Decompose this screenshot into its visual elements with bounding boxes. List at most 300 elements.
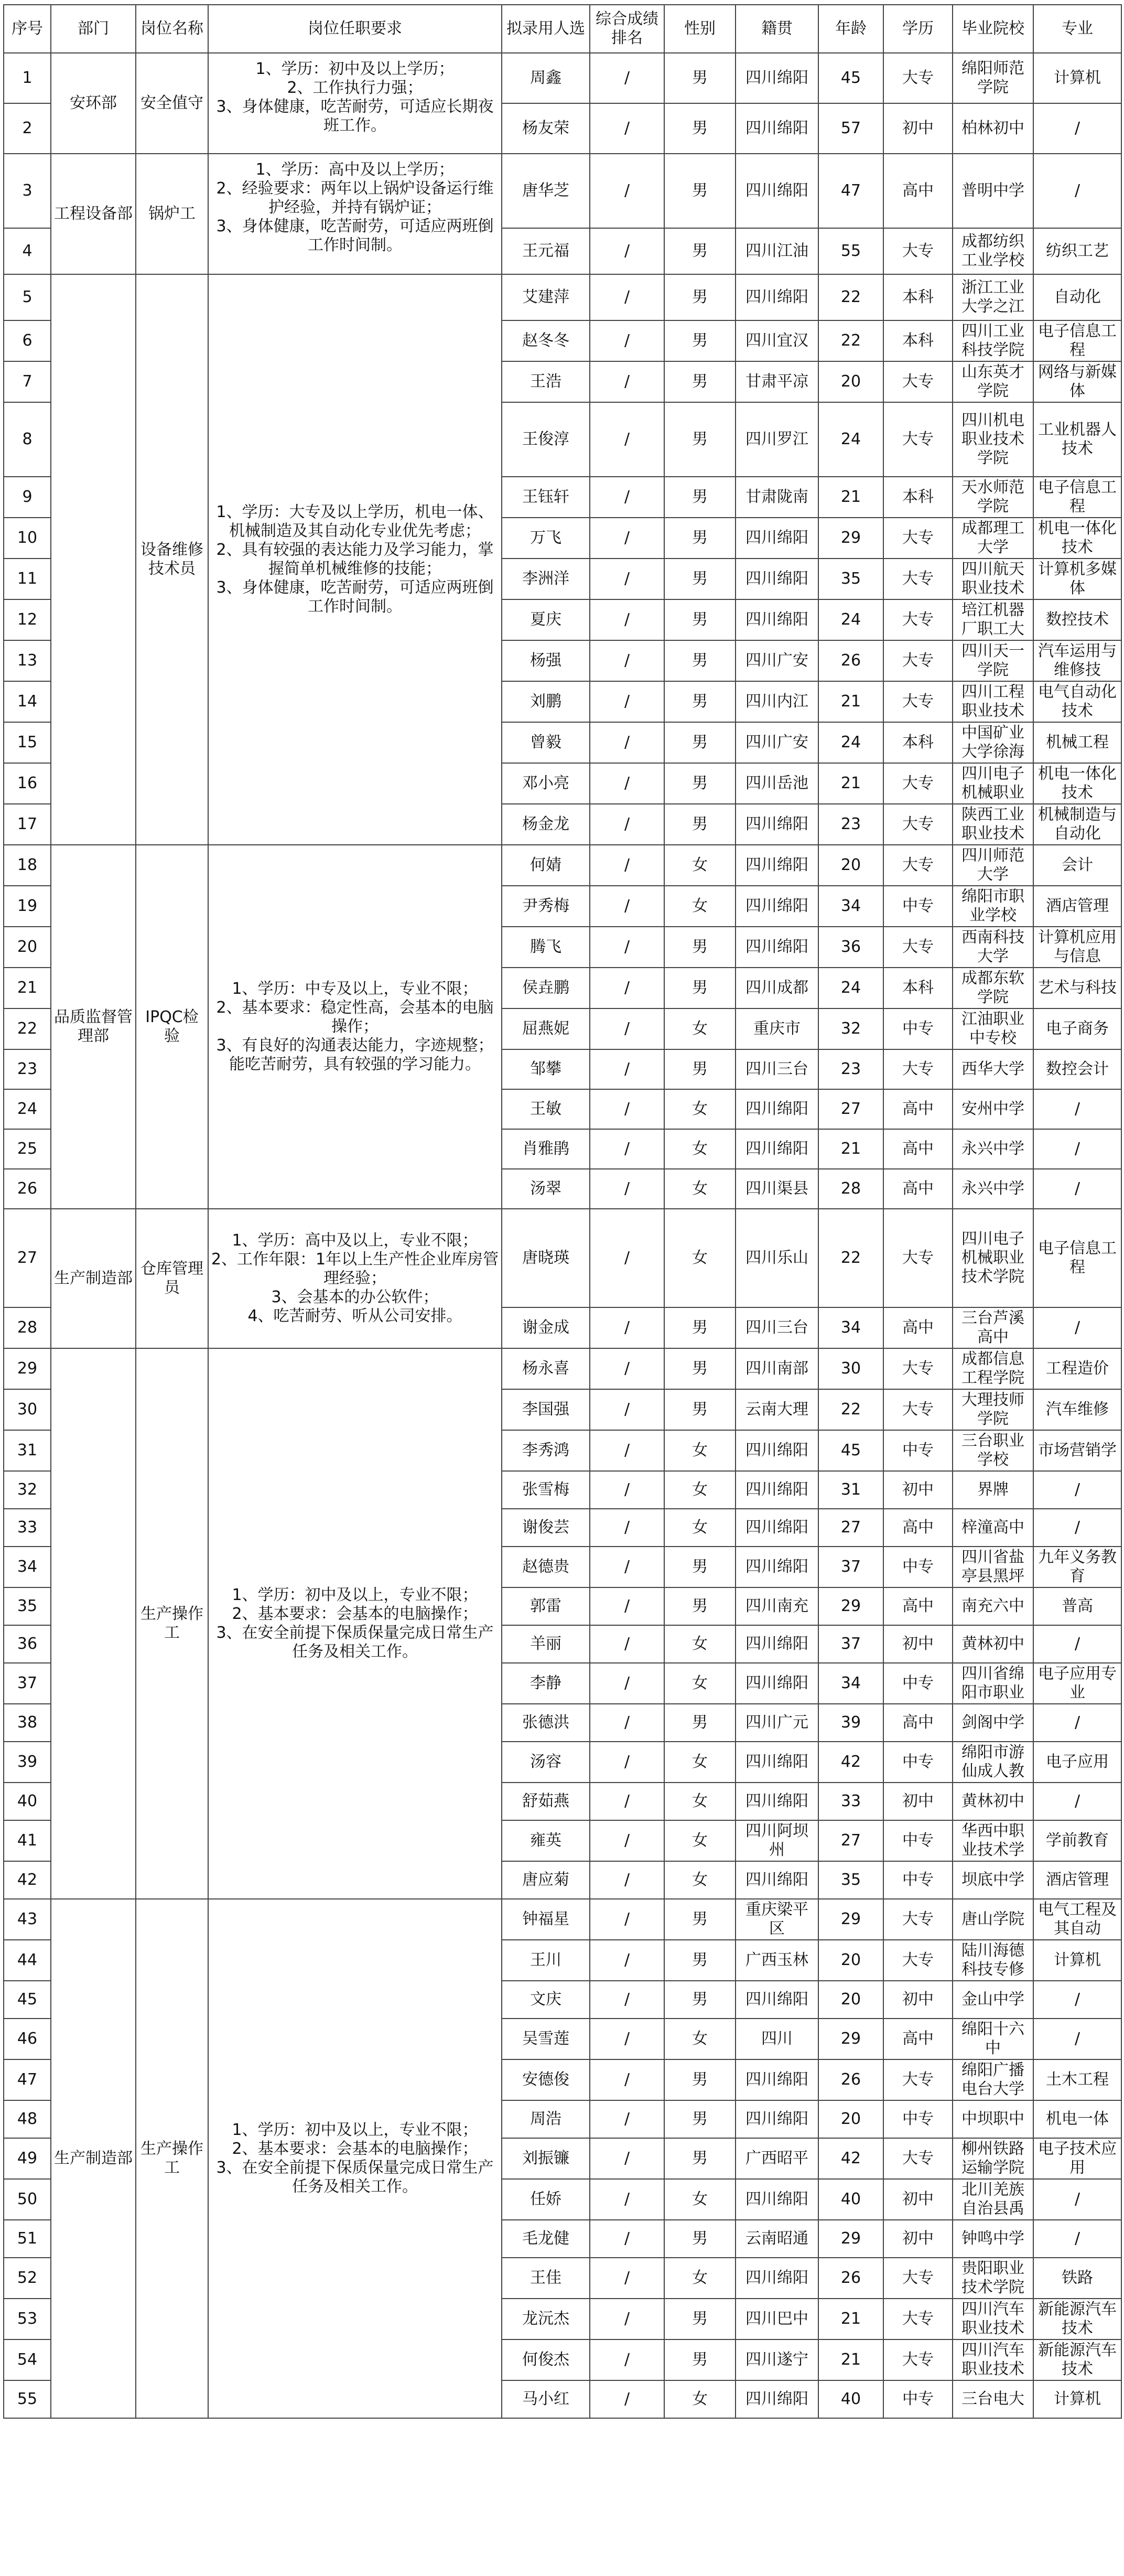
cell-rank: /: [590, 886, 664, 927]
cell-no: 3: [4, 154, 51, 228]
cell-candidate: 龙沅杰: [502, 2299, 590, 2339]
cell-rank: /: [590, 1861, 664, 1899]
cell-sex: 男: [664, 53, 736, 103]
cell-education: 本科: [883, 722, 953, 763]
cell-major: /: [1033, 2220, 1121, 2258]
cell-origin: 四川罗江: [736, 402, 818, 477]
cell-sex: 女: [664, 1820, 736, 1861]
cell-age: 29: [818, 2220, 883, 2258]
cell-rank: /: [590, 2299, 664, 2339]
cell-major: 电气自动化技术: [1033, 681, 1121, 722]
cell-no: 16: [4, 763, 51, 804]
cell-age: 22: [818, 1389, 883, 1430]
cell-position: 生产操作工: [136, 1348, 208, 1899]
cell-age: 29: [818, 2019, 883, 2059]
cell-rank: /: [590, 722, 664, 763]
cell-age: 42: [818, 1742, 883, 1783]
cell-education: 大专: [883, 361, 953, 402]
cell-major: 工业机器人技术: [1033, 402, 1121, 477]
cell-school: 四川机电职业技术学院: [953, 402, 1033, 477]
cell-major: 酒店管理: [1033, 1861, 1121, 1899]
cell-no: 11: [4, 559, 51, 599]
cell-sex: 男: [664, 1899, 736, 1940]
cell-rank: /: [590, 2059, 664, 2100]
cell-sex: 男: [664, 320, 736, 361]
cell-age: 57: [818, 103, 883, 154]
cell-candidate: 王俊淳: [502, 402, 590, 477]
cell-sex: 女: [664, 1129, 736, 1169]
cell-major: 电子信息工程: [1033, 320, 1121, 361]
cell-requirements: 1、学历：高中及以上学历； 2、经验要求：两年以上锅炉设备运行维护经验，并持有锅炉证； 3、身体健康，吃苦耐劳，可适应两班倒工作时间制。: [208, 154, 502, 274]
cell-sex: 男: [664, 968, 736, 1008]
cell-requirements: 1、学历：中专及以上，专业不限； 2、基本要求：稳定性高，会基本的电脑操作； 3、有良好的沟通表达能力，字迹规整；能吃苦耐劳，具有较强的学习能力。: [208, 845, 502, 1209]
cell-origin: 四川绵阳: [736, 2100, 818, 2138]
cell-no: 22: [4, 1008, 51, 1049]
cell-school: 成都信息工程学院: [953, 1348, 1033, 1389]
cell-rank: /: [590, 1663, 664, 1704]
cell-rank: /: [590, 1899, 664, 1940]
cell-origin: 四川绵阳: [736, 1129, 818, 1169]
cell-origin: 四川遂宁: [736, 2339, 818, 2380]
cell-rank: /: [590, 927, 664, 968]
header-dept: 部门: [51, 5, 136, 53]
cell-school: 中坝职中: [953, 2100, 1033, 2138]
cell-age: 29: [818, 1899, 883, 1940]
cell-sex: 男: [664, 2299, 736, 2339]
cell-major: 新能源汽车技术: [1033, 2299, 1121, 2339]
cell-major: 计算机: [1033, 53, 1121, 103]
cell-major: /: [1033, 1981, 1121, 2019]
cell-origin: 四川渠县: [736, 1169, 818, 1209]
cell-major: 电子商务: [1033, 1008, 1121, 1049]
cell-school: 成都理工大学: [953, 518, 1033, 559]
cell-rank: /: [590, 477, 664, 518]
cell-sex: 女: [664, 2380, 736, 2418]
cell-school: 中国矿业大学徐海: [953, 722, 1033, 763]
cell-major: 九年义务教育: [1033, 1547, 1121, 1587]
header-requirements: 岗位任职要求: [208, 5, 502, 53]
cell-no: 44: [4, 1940, 51, 1981]
cell-major: 会计: [1033, 845, 1121, 886]
cell-sex: 女: [664, 1430, 736, 1471]
cell-no: 41: [4, 1820, 51, 1861]
cell-candidate: 唐华芝: [502, 154, 590, 228]
cell-rank: /: [590, 103, 664, 154]
cell-no: 45: [4, 1981, 51, 2019]
cell-school: 四川师范大学: [953, 845, 1033, 886]
cell-education: 初中: [883, 1981, 953, 2019]
cell-candidate: 赵冬冬: [502, 320, 590, 361]
cell-school: 西南科技大学: [953, 927, 1033, 968]
cell-age: 34: [818, 886, 883, 927]
cell-rank: /: [590, 53, 664, 103]
cell-origin: 广西昭平: [736, 2138, 818, 2179]
cell-age: 37: [818, 1625, 883, 1663]
cell-origin: 四川绵阳: [736, 1981, 818, 2019]
cell-no: 29: [4, 1348, 51, 1389]
cell-candidate: 何俊杰: [502, 2339, 590, 2380]
cell-age: 37: [818, 1547, 883, 1587]
cell-rank: /: [590, 1742, 664, 1783]
cell-sex: 男: [664, 2138, 736, 2179]
cell-rank: /: [590, 228, 664, 274]
cell-sex: 男: [664, 1981, 736, 2019]
cell-major: 艺术与科技: [1033, 968, 1121, 1008]
cell-age: 31: [818, 1471, 883, 1509]
cell-school: 绵阳市游仙成人教: [953, 1742, 1033, 1783]
cell-sex: 女: [664, 1089, 736, 1129]
cell-education: 初中: [883, 103, 953, 154]
cell-school: 柏林初中: [953, 103, 1033, 154]
cell-education: 大专: [883, 1209, 953, 1307]
cell-no: 17: [4, 804, 51, 845]
cell-school: 四川电子机械职业技术学院: [953, 1209, 1033, 1307]
cell-major: /: [1033, 1129, 1121, 1169]
cell-sex: 男: [664, 103, 736, 154]
cell-school: 安州中学: [953, 1089, 1033, 1129]
cell-school: 陕西工业职业技术: [953, 804, 1033, 845]
cell-rank: /: [590, 402, 664, 477]
cell-origin: 四川绵阳: [736, 1742, 818, 1783]
cell-sex: 男: [664, 1587, 736, 1625]
cell-school: 黄林初中: [953, 1625, 1033, 1663]
cell-rank: /: [590, 2179, 664, 2220]
header-major: 专业: [1033, 5, 1121, 53]
cell-education: 大专: [883, 927, 953, 968]
cell-candidate: 羊丽: [502, 1625, 590, 1663]
cell-school: 绵阳师范学院: [953, 53, 1033, 103]
cell-rank: /: [590, 1049, 664, 1089]
cell-position: 安全值守: [136, 53, 208, 154]
cell-origin: 四川绵阳: [736, 845, 818, 886]
cell-position: 仓库管理员: [136, 1209, 208, 1348]
cell-education: 中专: [883, 2380, 953, 2418]
candidate-table: [3, 4, 1122, 2419]
cell-origin: 四川广安: [736, 640, 818, 681]
cell-origin: 四川广元: [736, 1704, 818, 1742]
cell-major: 学前教育: [1033, 1820, 1121, 1861]
cell-sex: 男: [664, 402, 736, 477]
cell-education: 高中: [883, 1704, 953, 1742]
cell-age: 23: [818, 804, 883, 845]
cell-education: 中专: [883, 1742, 953, 1783]
cell-sex: 男: [664, 2339, 736, 2380]
cell-education: 中专: [883, 1430, 953, 1471]
cell-education: 初中: [883, 1471, 953, 1509]
cell-age: 22: [818, 274, 883, 320]
cell-no: 39: [4, 1742, 51, 1783]
cell-candidate: 谢金成: [502, 1307, 590, 1348]
cell-education: 大专: [883, 228, 953, 274]
cell-no: 5: [4, 274, 51, 320]
cell-education: 高中: [883, 1169, 953, 1209]
cell-major: 数控技术: [1033, 599, 1121, 640]
cell-sex: 男: [664, 681, 736, 722]
cell-no: 23: [4, 1049, 51, 1089]
cell-sex: 男: [664, 1704, 736, 1742]
cell-school: 四川省绵阳市职业: [953, 1663, 1033, 1704]
cell-candidate: 尹秀梅: [502, 886, 590, 927]
cell-no: 21: [4, 968, 51, 1008]
cell-origin: 四川绵阳: [736, 154, 818, 228]
cell-education: 大专: [883, 402, 953, 477]
cell-candidate: 王钰轩: [502, 477, 590, 518]
cell-origin: 四川绵阳: [736, 53, 818, 103]
cell-no: 26: [4, 1169, 51, 1209]
cell-origin: 四川绵阳: [736, 1089, 818, 1129]
cell-education: 中专: [883, 1008, 953, 1049]
cell-position: 设备维修技术员: [136, 274, 208, 845]
cell-school: 山东英才学院: [953, 361, 1033, 402]
cell-no: 24: [4, 1089, 51, 1129]
cell-sex: 女: [664, 1008, 736, 1049]
cell-rank: /: [590, 274, 664, 320]
cell-no: 50: [4, 2179, 51, 2220]
cell-school: 黄林初中: [953, 1783, 1033, 1820]
cell-no: 2: [4, 103, 51, 154]
cell-rank: /: [590, 1981, 664, 2019]
cell-sex: 女: [664, 845, 736, 886]
cell-major: 市场营销学: [1033, 1430, 1121, 1471]
cell-rank: /: [590, 2019, 664, 2059]
cell-rank: /: [590, 361, 664, 402]
cell-school: 四川航天职业技术: [953, 559, 1033, 599]
cell-origin: 四川绵阳: [736, 2059, 818, 2100]
cell-dept: 生产制造部: [51, 1899, 136, 2418]
cell-sex: 女: [664, 1209, 736, 1307]
cell-age: 22: [818, 320, 883, 361]
cell-education: 大专: [883, 2339, 953, 2380]
cell-school: 三台芦溪高中: [953, 1307, 1033, 1348]
cell-education: 高中: [883, 1129, 953, 1169]
cell-candidate: 李秀鸿: [502, 1430, 590, 1471]
cell-rank: /: [590, 1509, 664, 1547]
cell-no: 6: [4, 320, 51, 361]
cell-age: 29: [818, 518, 883, 559]
cell-origin: 云南昭通: [736, 2220, 818, 2258]
cell-no: 37: [4, 1663, 51, 1704]
cell-school: 西华大学: [953, 1049, 1033, 1089]
cell-candidate: 杨强: [502, 640, 590, 681]
cell-school: 贵阳职业技术学院: [953, 2258, 1033, 2299]
cell-sex: 男: [664, 1389, 736, 1430]
cell-origin: 重庆梁平区: [736, 1899, 818, 1940]
cell-candidate: 李静: [502, 1663, 590, 1704]
cell-age: 34: [818, 1307, 883, 1348]
cell-major: 土木工程: [1033, 2059, 1121, 2100]
cell-sex: 女: [664, 1663, 736, 1704]
cell-candidate: 腾飞: [502, 927, 590, 968]
cell-sex: 男: [664, 927, 736, 968]
cell-school: 浙江工业大学之江: [953, 274, 1033, 320]
cell-no: 38: [4, 1704, 51, 1742]
cell-requirements: 1、学历：大专及以上学历，机电一体、机械制造及其自动化专业优先考虑； 2、具有较强的表达能力及学习能力，掌握简单机械维修的技能； 3、身体健康，吃苦耐劳，可适应两班倒工作时间制。: [208, 274, 502, 845]
cell-no: 51: [4, 2220, 51, 2258]
cell-position: 锅炉工: [136, 154, 208, 274]
cell-age: 21: [818, 681, 883, 722]
cell-school: 坝底中学: [953, 1861, 1033, 1899]
cell-position: 生产操作工: [136, 1899, 208, 2418]
cell-education: 中专: [883, 2100, 953, 2138]
cell-origin: 四川绵阳: [736, 103, 818, 154]
cell-age: 55: [818, 228, 883, 274]
cell-major: 工程造价: [1033, 1348, 1121, 1389]
cell-candidate: 屈燕妮: [502, 1008, 590, 1049]
cell-candidate: 安德俊: [502, 2059, 590, 2100]
cell-no: 13: [4, 640, 51, 681]
cell-education: 初中: [883, 2179, 953, 2220]
cell-age: 26: [818, 2258, 883, 2299]
cell-major: /: [1033, 154, 1121, 228]
cell-candidate: 肖雅鹃: [502, 1129, 590, 1169]
cell-age: 47: [818, 154, 883, 228]
cell-rank: /: [590, 1940, 664, 1981]
cell-rank: /: [590, 1209, 664, 1307]
cell-no: 10: [4, 518, 51, 559]
cell-candidate: 刘鹏: [502, 681, 590, 722]
cell-major: 普高: [1033, 1587, 1121, 1625]
cell-no: 49: [4, 2138, 51, 2179]
cell-origin: 四川广安: [736, 722, 818, 763]
cell-candidate: 王元福: [502, 228, 590, 274]
cell-origin: 云南大理: [736, 1389, 818, 1430]
header-candidate: 拟录用人选: [502, 5, 590, 53]
cell-major: 计算机多媒体: [1033, 559, 1121, 599]
cell-age: 27: [818, 1089, 883, 1129]
cell-education: 大专: [883, 640, 953, 681]
table-row: [4, 1899, 1121, 1940]
cell-requirements: 1、学历：高中及以上，专业不限； 2、工作年限：1年以上生产性企业库房管理经验； 3、会基本的办公软件； 4、吃苦耐劳、听从公司安排。: [208, 1209, 502, 1348]
cell-sex: 男: [664, 228, 736, 274]
cell-no: 53: [4, 2299, 51, 2339]
cell-major: 电子应用专业: [1033, 1663, 1121, 1704]
cell-education: 本科: [883, 477, 953, 518]
cell-candidate: 何婧: [502, 845, 590, 886]
cell-origin: 四川岳池: [736, 763, 818, 804]
cell-school: 四川汽车职业技术: [953, 2299, 1033, 2339]
cell-candidate: 汤容: [502, 1742, 590, 1783]
cell-school: 北川羌族自治县禹: [953, 2179, 1033, 2220]
cell-education: 本科: [883, 968, 953, 1008]
cell-no: 42: [4, 1861, 51, 1899]
cell-origin: 四川绵阳: [736, 1783, 818, 1820]
cell-age: 45: [818, 1430, 883, 1471]
cell-school: 四川省盐亭县黑坪: [953, 1547, 1033, 1587]
cell-age: 29: [818, 1587, 883, 1625]
cell-age: 21: [818, 2299, 883, 2339]
cell-age: 33: [818, 1783, 883, 1820]
table-row: [4, 845, 1121, 886]
cell-education: 本科: [883, 274, 953, 320]
cell-education: 中专: [883, 886, 953, 927]
cell-major: 机电一体化技术: [1033, 518, 1121, 559]
cell-origin: 甘肃陇南: [736, 477, 818, 518]
cell-school: 普明中学: [953, 154, 1033, 228]
cell-rank: /: [590, 2380, 664, 2418]
cell-age: 40: [818, 2380, 883, 2418]
cell-education: 大专: [883, 559, 953, 599]
header-rank: 综合成绩排名: [590, 5, 664, 53]
cell-candidate: 周浩: [502, 2100, 590, 2138]
cell-age: 32: [818, 1008, 883, 1049]
cell-origin: 四川江油: [736, 228, 818, 274]
cell-sex: 女: [664, 1471, 736, 1509]
cell-no: 14: [4, 681, 51, 722]
cell-rank: /: [590, 804, 664, 845]
cell-no: 48: [4, 2100, 51, 2138]
cell-education: 高中: [883, 1509, 953, 1547]
cell-candidate: 钟福星: [502, 1899, 590, 1940]
cell-origin: 四川绵阳: [736, 599, 818, 640]
cell-rank: /: [590, 518, 664, 559]
cell-candidate: 雍英: [502, 1820, 590, 1861]
cell-no: 8: [4, 402, 51, 477]
cell-major: 机械工程: [1033, 722, 1121, 763]
cell-age: 39: [818, 1704, 883, 1742]
cell-dept: [51, 1348, 136, 1899]
cell-no: 52: [4, 2258, 51, 2299]
cell-candidate: 毛龙健: [502, 2220, 590, 2258]
cell-rank: /: [590, 968, 664, 1008]
cell-origin: 四川绵阳: [736, 274, 818, 320]
cell-origin: 四川阿坝州: [736, 1820, 818, 1861]
cell-candidate: 万飞: [502, 518, 590, 559]
cell-age: 22: [818, 1209, 883, 1307]
cell-rank: /: [590, 1704, 664, 1742]
cell-rank: /: [590, 1587, 664, 1625]
cell-sex: 男: [664, 640, 736, 681]
cell-major: /: [1033, 103, 1121, 154]
cell-no: 35: [4, 1587, 51, 1625]
table-row: [4, 1209, 1121, 1307]
cell-age: 24: [818, 722, 883, 763]
cell-origin: 四川绵阳: [736, 1625, 818, 1663]
cell-sex: 女: [664, 886, 736, 927]
header-age: 年龄: [818, 5, 883, 53]
cell-origin: 重庆市: [736, 1008, 818, 1049]
cell-candidate: 郭雷: [502, 1587, 590, 1625]
cell-school: 成都东软学院: [953, 968, 1033, 1008]
cell-age: 35: [818, 1861, 883, 1899]
cell-age: 36: [818, 927, 883, 968]
cell-candidate: 文庆: [502, 1981, 590, 2019]
cell-education: 大专: [883, 599, 953, 640]
cell-sex: 女: [664, 1742, 736, 1783]
cell-major: 汽车运用与维修技: [1033, 640, 1121, 681]
cell-sex: 男: [664, 2220, 736, 2258]
cell-dept: [51, 274, 136, 845]
cell-major: 自动化: [1033, 274, 1121, 320]
cell-no: 28: [4, 1307, 51, 1348]
cell-sex: 男: [664, 1547, 736, 1587]
cell-major: 电子信息工程: [1033, 477, 1121, 518]
cell-position: IPQC检验: [136, 845, 208, 1209]
cell-sex: 男: [664, 2059, 736, 2100]
cell-education: 高中: [883, 1587, 953, 1625]
cell-age: 45: [818, 53, 883, 103]
cell-sex: 男: [664, 154, 736, 228]
cell-sex: 男: [664, 1348, 736, 1389]
cell-origin: 四川绵阳: [736, 804, 818, 845]
cell-major: 电子信息工程: [1033, 1209, 1121, 1307]
cell-origin: 四川绵阳: [736, 1471, 818, 1509]
cell-origin: 四川成都: [736, 968, 818, 1008]
cell-school: 金山中学: [953, 1981, 1033, 2019]
cell-school: 陆川海德科技专修: [953, 1940, 1033, 1981]
cell-major: /: [1033, 1169, 1121, 1209]
cell-major: 新能源汽车技术: [1033, 2339, 1121, 2380]
cell-sex: 男: [664, 763, 736, 804]
